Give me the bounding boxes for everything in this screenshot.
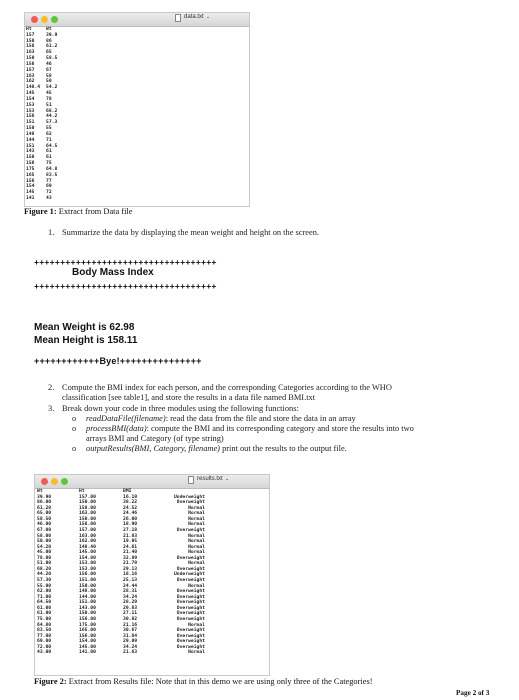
weight-cell: 57.3: [46, 120, 58, 126]
weight-cell: 64.80: [37, 622, 52, 628]
bmi-cell: 18.16: [123, 572, 138, 578]
height-cell: 157.00: [79, 494, 96, 500]
height-cell: 175: [26, 166, 35, 172]
weight-cell: 46.00: [37, 522, 52, 528]
height-cell: 145.00: [79, 644, 96, 650]
bullet-icon: o: [72, 424, 77, 433]
weight-cell: 67: [46, 67, 52, 73]
weight-cell: 71: [46, 137, 52, 143]
function-list: [48, 414, 508, 454]
height-cell: 150.00: [79, 583, 96, 589]
height-cell: 145: [26, 190, 35, 196]
category-cell: Normal: [188, 522, 205, 528]
weight-cell: 51.00: [37, 561, 52, 567]
height-cell: 150: [26, 38, 35, 44]
height-cell: 141: [26, 196, 35, 202]
weight-cell: 39.9: [46, 32, 58, 38]
bmi-cell: 21.16: [123, 622, 138, 628]
bmi-cell: 16.19: [123, 494, 138, 500]
category-cell: Normal: [188, 583, 205, 589]
category-cell: Overweight: [176, 594, 205, 600]
height-cell: 143.00: [79, 605, 96, 611]
height-cell: 151.00: [79, 600, 96, 606]
height-cell: 150: [26, 126, 35, 132]
weight-cell: 77: [46, 178, 52, 184]
height-cell: 150.00: [79, 500, 96, 506]
weight-cell: 45.00: [37, 550, 52, 556]
weight-cell: 62.00: [37, 589, 52, 595]
weight-cell: 58.00: [37, 533, 52, 539]
minimize-button[interactable]: [41, 16, 48, 23]
weight-cell: 64.50: [37, 600, 52, 606]
height-cell: 144.00: [79, 594, 96, 600]
weight-cell: 68.20: [37, 566, 52, 572]
close-button[interactable]: [31, 16, 38, 23]
window-titlebar[interactable]: [25, 13, 249, 27]
weight-cell: 51: [46, 102, 52, 108]
bmi-cell: 21.79: [123, 561, 138, 567]
weight-cell: 58: [46, 73, 52, 79]
data-table: [25, 27, 249, 202]
height-cell: 151: [26, 143, 35, 149]
weight-cell: 44.2: [46, 114, 58, 120]
height-cell: 156: [26, 61, 35, 67]
category-cell: Overweight: [176, 578, 205, 583]
question-2: 2. Compute the BMI index for each person, and the corresponding Categories according to the WHO classification [see table1], and store the results in a data file named BMI.txt: [48, 383, 392, 402]
height-cell: 145: [26, 91, 35, 97]
bmi-cell: 21.83: [123, 533, 138, 539]
height-cell: 151: [26, 120, 35, 126]
height-cell: 165: [26, 172, 35, 178]
bmi-cell: 19.05: [123, 539, 138, 545]
category-cell: Underweight: [173, 572, 205, 578]
weight-cell: 68.2: [46, 108, 58, 114]
height-cell: 162: [26, 79, 35, 85]
bmi-cell: 24.44: [123, 583, 138, 589]
height-cell: 156: [26, 161, 35, 167]
document-icon: [188, 476, 194, 484]
height-cell: 154: [26, 96, 35, 102]
category-cell: Normal: [188, 622, 205, 628]
weight-cell: 65: [46, 50, 52, 56]
height-cell: 148.40: [79, 544, 96, 550]
weight-cell: 55: [46, 126, 52, 132]
console-hash-line-2: +++++++++++++++++++++++++++++++++++: [34, 281, 217, 291]
height-cell: 162.00: [79, 539, 96, 545]
height-cell: 156: [26, 114, 35, 120]
bmi-cell: 38.22: [123, 500, 138, 506]
page-number: Page 2 of 3: [456, 689, 490, 697]
weight-cell: 77.00: [37, 633, 52, 639]
weight-cell: 65.00: [37, 511, 52, 517]
height-cell: 153: [26, 108, 35, 114]
category-cell: Overweight: [176, 633, 205, 639]
console-bye: ++++++++++++Bye!+++++++++++++++: [34, 356, 202, 366]
height-cell: 156.00: [79, 522, 96, 528]
weight-cell: 62: [46, 131, 52, 137]
bmi-cell: 29.83: [123, 605, 138, 611]
results-file-window: [34, 474, 270, 676]
height-cell: 163.00: [79, 533, 96, 539]
bmi-cell: 32.89: [123, 555, 138, 561]
category-cell: Overweight: [176, 628, 205, 634]
weight-cell: 67.00: [37, 527, 52, 533]
height-cell: 148.00: [79, 589, 96, 595]
function-item: o readDataFile(filename): read the data from the file and store the data in an array: [72, 414, 356, 423]
console-hash-line-1: +++++++++++++++++++++++++++++++++++: [34, 257, 217, 267]
height-cell: 144: [26, 137, 35, 143]
bmi-cell: 29.09: [123, 639, 138, 645]
height-cell: 154.00: [79, 639, 96, 645]
height-cell: 153: [26, 102, 35, 108]
bullet-icon: o: [72, 444, 77, 453]
weight-cell: 69.00: [37, 639, 52, 645]
category-cell: Overweight: [176, 644, 205, 650]
category-cell: Normal: [188, 544, 205, 550]
height-cell: 143: [26, 149, 35, 155]
function-item: o processBMI(data): compute the BMI and its corresponding category and store the results into two: [72, 424, 414, 433]
category-cell: Normal: [188, 550, 205, 556]
window-title: data.txt: [184, 14, 204, 20]
weight-cell: 86.00: [37, 500, 52, 506]
height-cell: 156.00: [79, 616, 96, 622]
weight-cell: 44.20: [37, 572, 52, 578]
weight-cell: 83.5: [46, 172, 58, 178]
bmi-cell: 26.00: [123, 516, 138, 522]
window-title: results.txt: [197, 476, 223, 482]
weight-cell: 55.00: [37, 583, 52, 589]
bmi-cell: 24.61: [123, 544, 138, 550]
height-cell: 157.00: [79, 527, 96, 533]
weight-cell: 61.2: [46, 44, 58, 50]
mean-height: Mean Height is 158.11: [34, 335, 138, 346]
category-cell: Overweight: [176, 555, 205, 561]
weight-cell: 78: [46, 96, 52, 102]
weight-cell: 71.00: [37, 594, 52, 600]
bmi-cell: 28.31: [123, 589, 138, 595]
column-header-ht: Ht: [79, 489, 85, 494]
height-cell: 156.00: [79, 633, 96, 639]
figure-2-caption: Figure 2: Extract from Results file: Note that in this demo we are using only three of the Categories!: [34, 677, 373, 686]
weight-cell: 58.50: [37, 516, 52, 522]
weight-cell: 43.00: [37, 650, 52, 656]
category-cell: Normal: [188, 505, 205, 511]
weight-cell: 43: [46, 196, 52, 202]
mean-weight: Mean Weight is 62.98: [34, 322, 135, 333]
bmi-cell: 21.63: [123, 650, 138, 656]
height-cell: 157: [26, 67, 35, 73]
document-icon: [175, 14, 181, 22]
category-cell: Normal: [188, 533, 205, 539]
console-header: Body Mass Index: [72, 267, 154, 278]
height-cell: 150.00: [79, 516, 96, 522]
height-cell: 163: [26, 73, 35, 79]
weight-cell: 45: [46, 91, 52, 97]
question-3: 3. Break down your code in three modules using the following functions: o readDataFile(filename): read the data from the file and store the data in an array o processBMI(data): compute the BMI and its corresponding category and store the results into two arrays BMI and Category (of type string) o outputResults(BMI, Category, filename) print out the results to the output file.: [48, 404, 508, 454]
height-cell: 150.00: [79, 611, 96, 617]
category-cell: Overweight: [176, 600, 205, 606]
category-cell: Overweight: [176, 611, 205, 617]
weight-cell: 58.5: [46, 56, 58, 62]
weight-cell: 86: [46, 38, 52, 44]
category-cell: Overweight: [176, 639, 205, 645]
weight-cell: 61.20: [37, 505, 52, 511]
bmi-cell: 30.82: [123, 616, 138, 622]
weight-cell: 61: [46, 155, 52, 161]
bmi-cell: 24.52: [123, 505, 138, 511]
bullet-icon: o: [72, 414, 77, 423]
weight-cell: 61.00: [37, 605, 52, 611]
results-table: [35, 489, 269, 656]
weight-cell: 72.00: [37, 644, 52, 650]
weight-cell: 69: [46, 184, 52, 190]
height-cell: 165.00: [79, 628, 96, 634]
category-cell: Overweight: [176, 527, 205, 533]
data-file-window: [24, 12, 250, 207]
column-header-wt: Wt: [46, 27, 52, 32]
bmi-cell: 34.24: [123, 594, 138, 600]
bmi-cell: 27.18: [123, 527, 138, 533]
category-cell: Overweight: [176, 605, 205, 611]
category-cell: Normal: [188, 511, 205, 517]
bmi-cell: 25.13: [123, 578, 138, 583]
weight-cell: 83.50: [37, 628, 52, 634]
table-row: [25, 196, 249, 202]
weight-cell: 50: [46, 79, 52, 85]
bmi-cell: 28.29: [123, 600, 138, 606]
height-cell: 157: [26, 32, 35, 38]
height-cell: 154.00: [79, 555, 96, 561]
height-cell: 145.00: [79, 550, 96, 556]
height-cell: 153.00: [79, 561, 96, 567]
height-cell: 153.00: [79, 566, 96, 572]
height-cell: 151.00: [79, 578, 96, 583]
minimize-button[interactable]: [51, 478, 58, 485]
table-row: [35, 650, 269, 656]
zoom-button[interactable]: [51, 16, 58, 23]
height-cell: 154: [26, 184, 35, 190]
category-cell: Normal: [188, 539, 205, 545]
bmi-cell: 29.13: [123, 566, 138, 572]
close-button[interactable]: [41, 478, 48, 485]
height-cell: 158: [26, 44, 35, 50]
category-cell: Overweight: [176, 500, 205, 506]
weight-cell: 61.00: [37, 611, 52, 617]
category-cell: Normal: [188, 561, 205, 567]
weight-cell: 72: [46, 190, 52, 196]
weight-cell: 57.30: [37, 578, 52, 583]
category-cell: Normal: [188, 650, 205, 656]
bmi-cell: 30.67: [123, 628, 138, 634]
height-cell: 150: [26, 155, 35, 161]
bmi-cell: 31.64: [123, 633, 138, 639]
weight-cell: 54.2: [46, 85, 58, 91]
bmi-cell: 18.90: [123, 522, 138, 528]
weight-cell: 61: [46, 149, 52, 155]
column-header-ht: Ht: [26, 27, 32, 32]
category-cell: Underweight: [173, 494, 205, 500]
height-cell: 148.4: [26, 85, 41, 91]
question-1: 1. Summarize the data by displaying the mean weight and height on the screen.: [48, 228, 319, 237]
height-cell: 150: [26, 56, 35, 62]
height-cell: 163.00: [79, 511, 96, 517]
window-titlebar[interactable]: [35, 475, 269, 489]
bmi-cell: 34.24: [123, 644, 138, 650]
weight-cell: 64.5: [46, 143, 58, 149]
height-cell: 141.00: [79, 650, 96, 656]
weight-cell: 75: [46, 161, 52, 167]
weight-cell: 46: [46, 61, 52, 67]
figure-1-caption: Figure 1: Extract from Data file: [24, 207, 133, 216]
column-header-wt: Wt: [37, 489, 43, 494]
function-item: o outputResults(BMI, Category, filename) print out the results to the output file.: [72, 444, 347, 453]
bmi-cell: 24.46: [123, 511, 138, 517]
category-cell: Overweight: [176, 616, 205, 622]
height-cell: 156: [26, 178, 35, 184]
zoom-button[interactable]: [61, 478, 68, 485]
weight-cell: 64.8: [46, 166, 58, 172]
height-cell: 175.00: [79, 622, 96, 628]
function-item-continuation: arrays BMI and Category (of type string): [86, 434, 224, 443]
category-cell: Overweight: [176, 589, 205, 595]
bmi-cell: 21.40: [123, 550, 138, 556]
weight-cell: 39.90: [37, 494, 52, 500]
category-cell: Overweight: [176, 566, 205, 572]
weight-cell: 78.00: [37, 555, 52, 561]
height-cell: 163: [26, 50, 35, 56]
height-cell: 156.00: [79, 572, 96, 578]
bmi-cell: 27.11: [123, 611, 138, 617]
chevron-down-icon[interactable]: ⌄: [225, 476, 230, 482]
height-cell: 158.00: [79, 505, 96, 511]
weight-cell: 54.20: [37, 544, 52, 550]
weight-cell: 75.00: [37, 616, 52, 622]
column-header-bmi: BMI: [123, 489, 132, 494]
chevron-down-icon[interactable]: ⌄: [206, 14, 211, 20]
height-cell: 148: [26, 131, 35, 137]
weight-cell: 50.00: [37, 539, 52, 545]
category-cell: Normal: [188, 516, 205, 522]
